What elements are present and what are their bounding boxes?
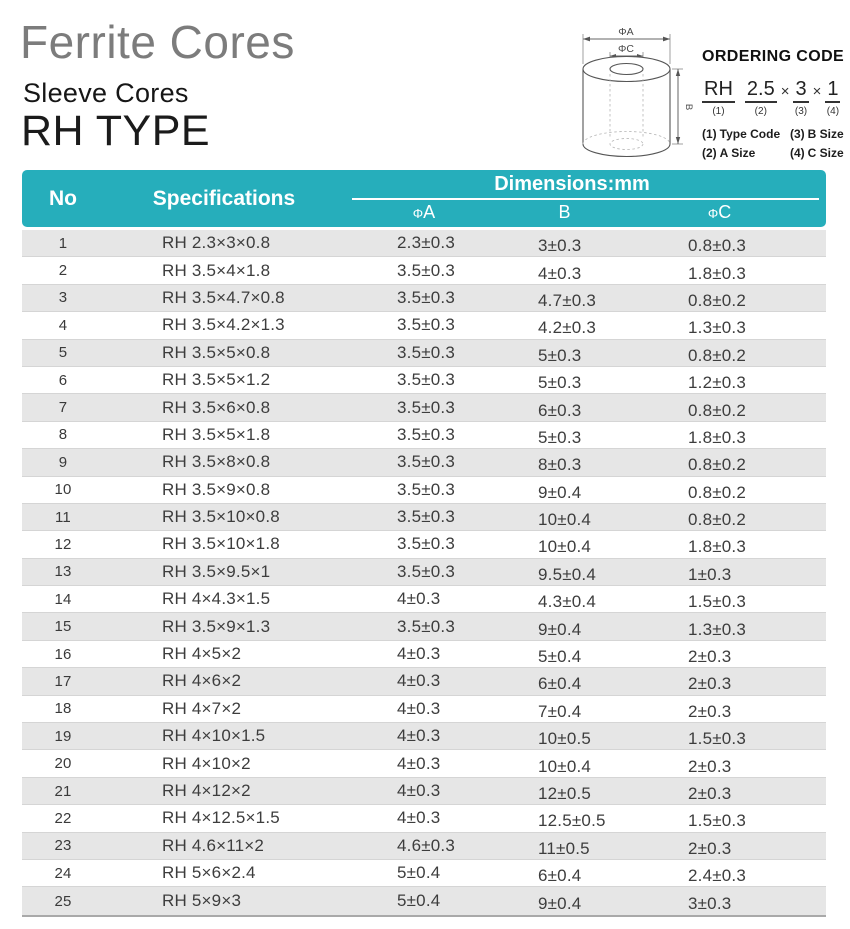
cell-dim-b: 10±0.5 — [538, 729, 592, 749]
table-row — [22, 230, 826, 257]
cell-no: 12 — [54, 535, 72, 553]
cell-dim-b: 5±0.3 — [538, 345, 582, 365]
cell-dim-c: 1.5±0.3 — [688, 729, 746, 749]
cell-dim-a: 3.5±0.3 — [397, 534, 455, 554]
cell-dim-c: 0.8±0.2 — [688, 290, 746, 310]
table-row — [22, 257, 826, 284]
cell-dim-c: 2±0.3 — [688, 674, 732, 694]
legend-item — [702, 127, 790, 141]
core-dimension-diagram-icon — [565, 8, 700, 160]
dim-a-label: ΦA — [618, 26, 634, 38]
cell-spec: RH 4×12×2 — [162, 781, 251, 800]
column-header-dim-b — [504, 199, 649, 226]
table-row — [22, 641, 826, 668]
ordering-code-block — [702, 48, 850, 160]
cell-dim-b: 4.3±0.4 — [538, 592, 596, 612]
cell-dim-b: 12±0.5 — [538, 784, 592, 803]
dim-letter: A — [423, 202, 436, 222]
table-row — [22, 285, 826, 312]
cell-dim-b: 5±0.4 — [538, 647, 582, 667]
cell-no: 20 — [54, 755, 72, 773]
multiply-sign: × — [812, 83, 822, 100]
cell-dim-c: 2±0.3 — [688, 647, 732, 667]
table-row — [22, 860, 826, 887]
legend-num: (2) — [702, 146, 717, 160]
cell-spec: RH 3.5×4.2×1.3 — [162, 315, 285, 335]
spec-table-header — [22, 170, 826, 227]
cell-spec: RH 4×12.5×1.5 — [162, 808, 280, 828]
code-index: (2) — [754, 106, 767, 117]
dim-letter: B — [558, 202, 571, 222]
cell-dim-b: 10±0.4 — [538, 756, 592, 776]
legend-num: (4) — [790, 146, 805, 160]
cell-dim-a: 3.5±0.3 — [397, 424, 455, 444]
cell-no: 5 — [58, 344, 68, 362]
cell-dim-a: 3.5±0.3 — [397, 479, 455, 499]
cell-dim-b: 9.5±0.4 — [538, 564, 596, 584]
cell-spec: RH 3.5×6×0.8 — [162, 397, 271, 417]
cell-dim-a: 3.5±0.3 — [397, 315, 455, 335]
column-header-specifications: Specifications — [152, 186, 296, 210]
cell-no: 13 — [54, 563, 72, 581]
cell-no: 10 — [54, 481, 72, 499]
cell-dim-a: 2.3±0.3 — [397, 233, 455, 253]
cell-dim-b: 4.2±0.3 — [538, 318, 596, 338]
table-row — [22, 723, 826, 750]
cell-dim-c: 0.8±0.2 — [688, 400, 746, 420]
ordering-code-legend — [702, 127, 850, 160]
cell-dim-a: 3.5±0.3 — [397, 452, 455, 472]
legend-num: (3) — [790, 127, 805, 141]
legend-item — [702, 146, 790, 160]
table-row — [22, 477, 826, 504]
cell-dim-a: 3.5±0.3 — [397, 342, 455, 362]
cell-dim-a: 3.5±0.3 — [397, 397, 455, 417]
cell-spec: RH 3.5×5×1.2 — [162, 370, 271, 390]
table-row — [22, 531, 826, 558]
cell-dim-c: 0.8±0.2 — [688, 455, 746, 475]
cell-no: 14 — [54, 590, 72, 608]
table-row — [22, 504, 826, 531]
cell-dim-c: 0.8±0.2 — [688, 482, 746, 502]
code-segment-a-size — [745, 79, 777, 117]
code-text: 1 — [825, 79, 840, 103]
cell-dim-a: 4±0.3 — [397, 808, 441, 828]
legend-label: A Size — [719, 146, 756, 160]
cell-dim-b: 6±0.3 — [538, 400, 582, 420]
cell-dim-c: 3±0.3 — [688, 894, 732, 914]
legend-label: B Size — [807, 127, 844, 141]
cell-dim-c: 1.8±0.3 — [688, 263, 746, 283]
cell-dim-c: 1.3±0.3 — [688, 619, 746, 639]
cell-no: 18 — [54, 700, 72, 718]
cell-dim-b: 9±0.4 — [538, 894, 582, 914]
cell-no: 15 — [54, 618, 72, 636]
legend-label: C Size — [807, 146, 844, 160]
table-row — [22, 422, 826, 449]
table-row — [22, 750, 826, 777]
spec-table-body — [22, 230, 826, 917]
cell-no: 17 — [54, 672, 72, 690]
code-index: (1) — [712, 106, 725, 117]
cell-spec: RH 3.5×9×0.8 — [162, 479, 271, 499]
table-row — [22, 613, 826, 640]
cell-dim-a: 4±0.3 — [397, 644, 441, 664]
cell-spec: RH 4.6×11×2 — [162, 835, 265, 855]
cell-no: 19 — [54, 727, 72, 745]
cell-spec: RH 4×5×2 — [162, 644, 242, 664]
dim-letter: C — [718, 202, 732, 222]
cell-dim-c: 1.2±0.3 — [688, 373, 746, 393]
dimensions-label: Dimensions:mm — [494, 173, 650, 195]
cell-spec: RH 3.5×5×1.8 — [162, 424, 271, 444]
legend-num: (1) — [702, 127, 717, 141]
cell-dim-c: 2.4±0.3 — [688, 866, 746, 886]
code-index: (4) — [826, 106, 840, 117]
cell-dim-a: 4±0.3 — [397, 671, 441, 691]
cell-spec: RH 3.5×5×0.8 — [162, 342, 271, 362]
table-row — [22, 312, 826, 339]
cell-dim-a: 4±0.3 — [397, 698, 441, 718]
cell-spec: RH 3.5×4.7×0.8 — [162, 287, 285, 307]
table-row — [22, 668, 826, 695]
cell-dim-c: 0.8±0.2 — [688, 510, 746, 530]
cell-spec: RH 4×6×2 — [162, 671, 242, 691]
cell-spec: RH 5×9×3 — [162, 891, 242, 911]
cell-dim-b: 11±0.5 — [538, 838, 590, 858]
cell-no: 25 — [54, 892, 72, 910]
cell-dim-a: 3.5±0.3 — [397, 287, 455, 307]
spec-table — [22, 170, 826, 917]
cell-spec: RH 4×4.3×1.5 — [162, 589, 271, 609]
cell-no: 2 — [58, 262, 68, 280]
series-title: RH TYPE — [21, 107, 211, 155]
cell-dim-c: 2±0.3 — [688, 838, 732, 858]
cell-dim-a: 4±0.3 — [397, 726, 441, 746]
cell-no: 9 — [58, 453, 68, 471]
dim-b-label: B — [683, 103, 694, 111]
table-row — [22, 367, 826, 394]
code-text: 3 — [793, 79, 808, 103]
cell-dim-c: 1.5±0.3 — [688, 811, 746, 831]
cell-dim-b: 4.7±0.3 — [538, 290, 596, 310]
cell-dim-b: 10±0.4 — [538, 510, 592, 530]
cell-spec: RH 3.5×10×1.8 — [162, 534, 280, 554]
cell-no: 4 — [58, 316, 68, 334]
code-text: 2.5 — [745, 79, 777, 103]
cell-dim-b: 12.5±0.5 — [538, 811, 606, 831]
table-row — [22, 887, 826, 914]
cell-dim-b: 6±0.4 — [538, 866, 582, 886]
cell-dim-c: 2±0.3 — [688, 756, 732, 776]
cell-spec: RH 3.5×8×0.8 — [162, 452, 271, 472]
cell-no: 8 — [58, 426, 68, 444]
cell-dim-a: 5±0.4 — [397, 891, 441, 911]
cell-dim-a: 3.5±0.3 — [397, 370, 455, 390]
cell-dim-c: 1.3±0.3 — [688, 318, 746, 338]
cell-dim-c: 1.5±0.3 — [688, 592, 746, 612]
cell-spec: RH 3.5×9.5×1 — [162, 561, 271, 581]
cell-dim-b: 10±0.4 — [538, 537, 592, 557]
table-row — [22, 586, 826, 613]
cell-spec: RH 2.3×3×0.8 — [162, 233, 271, 253]
cell-dim-a: 3.5±0.3 — [397, 561, 455, 581]
phi-symbol: Φ — [707, 206, 719, 221]
code-index: (3) — [794, 106, 808, 117]
cell-dim-b: 3±0.3 — [538, 236, 582, 256]
cell-dim-c: 0.8±0.3 — [688, 236, 746, 256]
column-header-no: No — [49, 186, 77, 210]
cell-spec: RH 4×10×2 — [162, 753, 251, 773]
cell-dim-a: 3.5±0.3 — [397, 507, 455, 527]
cell-spec: RH 3.5×10×0.8 — [162, 507, 280, 527]
cell-no: 1 — [58, 234, 68, 252]
cell-dim-a: 4±0.3 — [397, 753, 441, 773]
cell-dim-a: 4±0.3 — [397, 589, 441, 609]
column-header-dim-a — [344, 199, 504, 226]
code-segment-b-size — [793, 79, 808, 117]
cell-no: 23 — [54, 837, 72, 855]
cell-dim-b: 6±0.4 — [538, 674, 582, 694]
page-subtitle: Sleeve Cores — [23, 78, 189, 108]
multiply-sign: × — [780, 83, 790, 100]
table-row — [22, 696, 826, 723]
code-text: RH — [702, 79, 735, 103]
ordering-code-value — [702, 79, 850, 117]
column-header-dim-c — [649, 199, 826, 226]
ordering-code-title: ORDERING CODE — [702, 48, 845, 65]
cell-dim-c: 1.8±0.3 — [688, 537, 746, 557]
code-segment-c-size — [825, 79, 840, 117]
cell-no: 11 — [55, 508, 71, 526]
cell-spec: RH 4×10×1.5 — [162, 726, 266, 746]
cell-spec: RH 3.5×4×1.8 — [162, 260, 271, 280]
cell-no: 6 — [58, 371, 68, 389]
cell-dim-c: 1.8±0.3 — [688, 427, 746, 447]
cell-dim-b: 4±0.3 — [538, 263, 582, 283]
cell-dim-b: 5±0.3 — [538, 427, 582, 447]
table-row — [22, 449, 826, 476]
cell-dim-c: 1±0.3 — [688, 564, 732, 584]
legend-item — [790, 127, 850, 141]
cell-no: 16 — [54, 645, 72, 663]
cell-spec: RH 5×6×2.4 — [162, 863, 256, 883]
cell-dim-a: 5±0.4 — [397, 863, 441, 883]
dim-c-label: ΦC — [618, 43, 634, 55]
cell-dim-b: 8±0.3 — [538, 455, 582, 475]
cell-dim-c: 2±0.3 — [688, 784, 732, 803]
code-segment-type — [702, 79, 735, 117]
table-row — [22, 394, 826, 421]
cell-dim-c: 2±0.3 — [688, 701, 732, 721]
cell-dim-c: 0.8±0.2 — [688, 345, 746, 365]
cell-spec: RH 4×7×2 — [162, 698, 242, 718]
cell-dim-b: 5±0.3 — [538, 373, 582, 393]
table-row — [22, 805, 826, 832]
page-title: Ferrite Cores — [20, 16, 295, 68]
cell-dim-a: 4.6±0.3 — [397, 835, 455, 855]
cell-no: 21 — [54, 782, 72, 800]
table-row — [22, 778, 826, 805]
cell-no: 3 — [58, 289, 68, 307]
cell-dim-a: 3.5±0.3 — [397, 260, 455, 280]
cell-dim-a: 3.5±0.3 — [397, 616, 455, 636]
cell-dim-b: 9±0.4 — [538, 482, 582, 502]
table-row — [22, 559, 826, 586]
legend-item — [790, 146, 850, 160]
table-row — [22, 833, 826, 860]
cell-spec: RH 3.5×9×1.3 — [162, 616, 271, 636]
cell-no: 22 — [54, 809, 72, 827]
column-header-dimensions — [344, 170, 826, 199]
cell-no: 24 — [54, 864, 72, 882]
cell-dim-a: 4±0.3 — [397, 781, 441, 800]
cell-dim-b: 9±0.4 — [538, 619, 582, 639]
phi-symbol: Φ — [412, 206, 424, 221]
cell-dim-b: 7±0.4 — [538, 701, 582, 721]
cell-no: 7 — [58, 399, 68, 417]
table-row — [22, 340, 826, 367]
legend-label: Type Code — [719, 127, 781, 141]
